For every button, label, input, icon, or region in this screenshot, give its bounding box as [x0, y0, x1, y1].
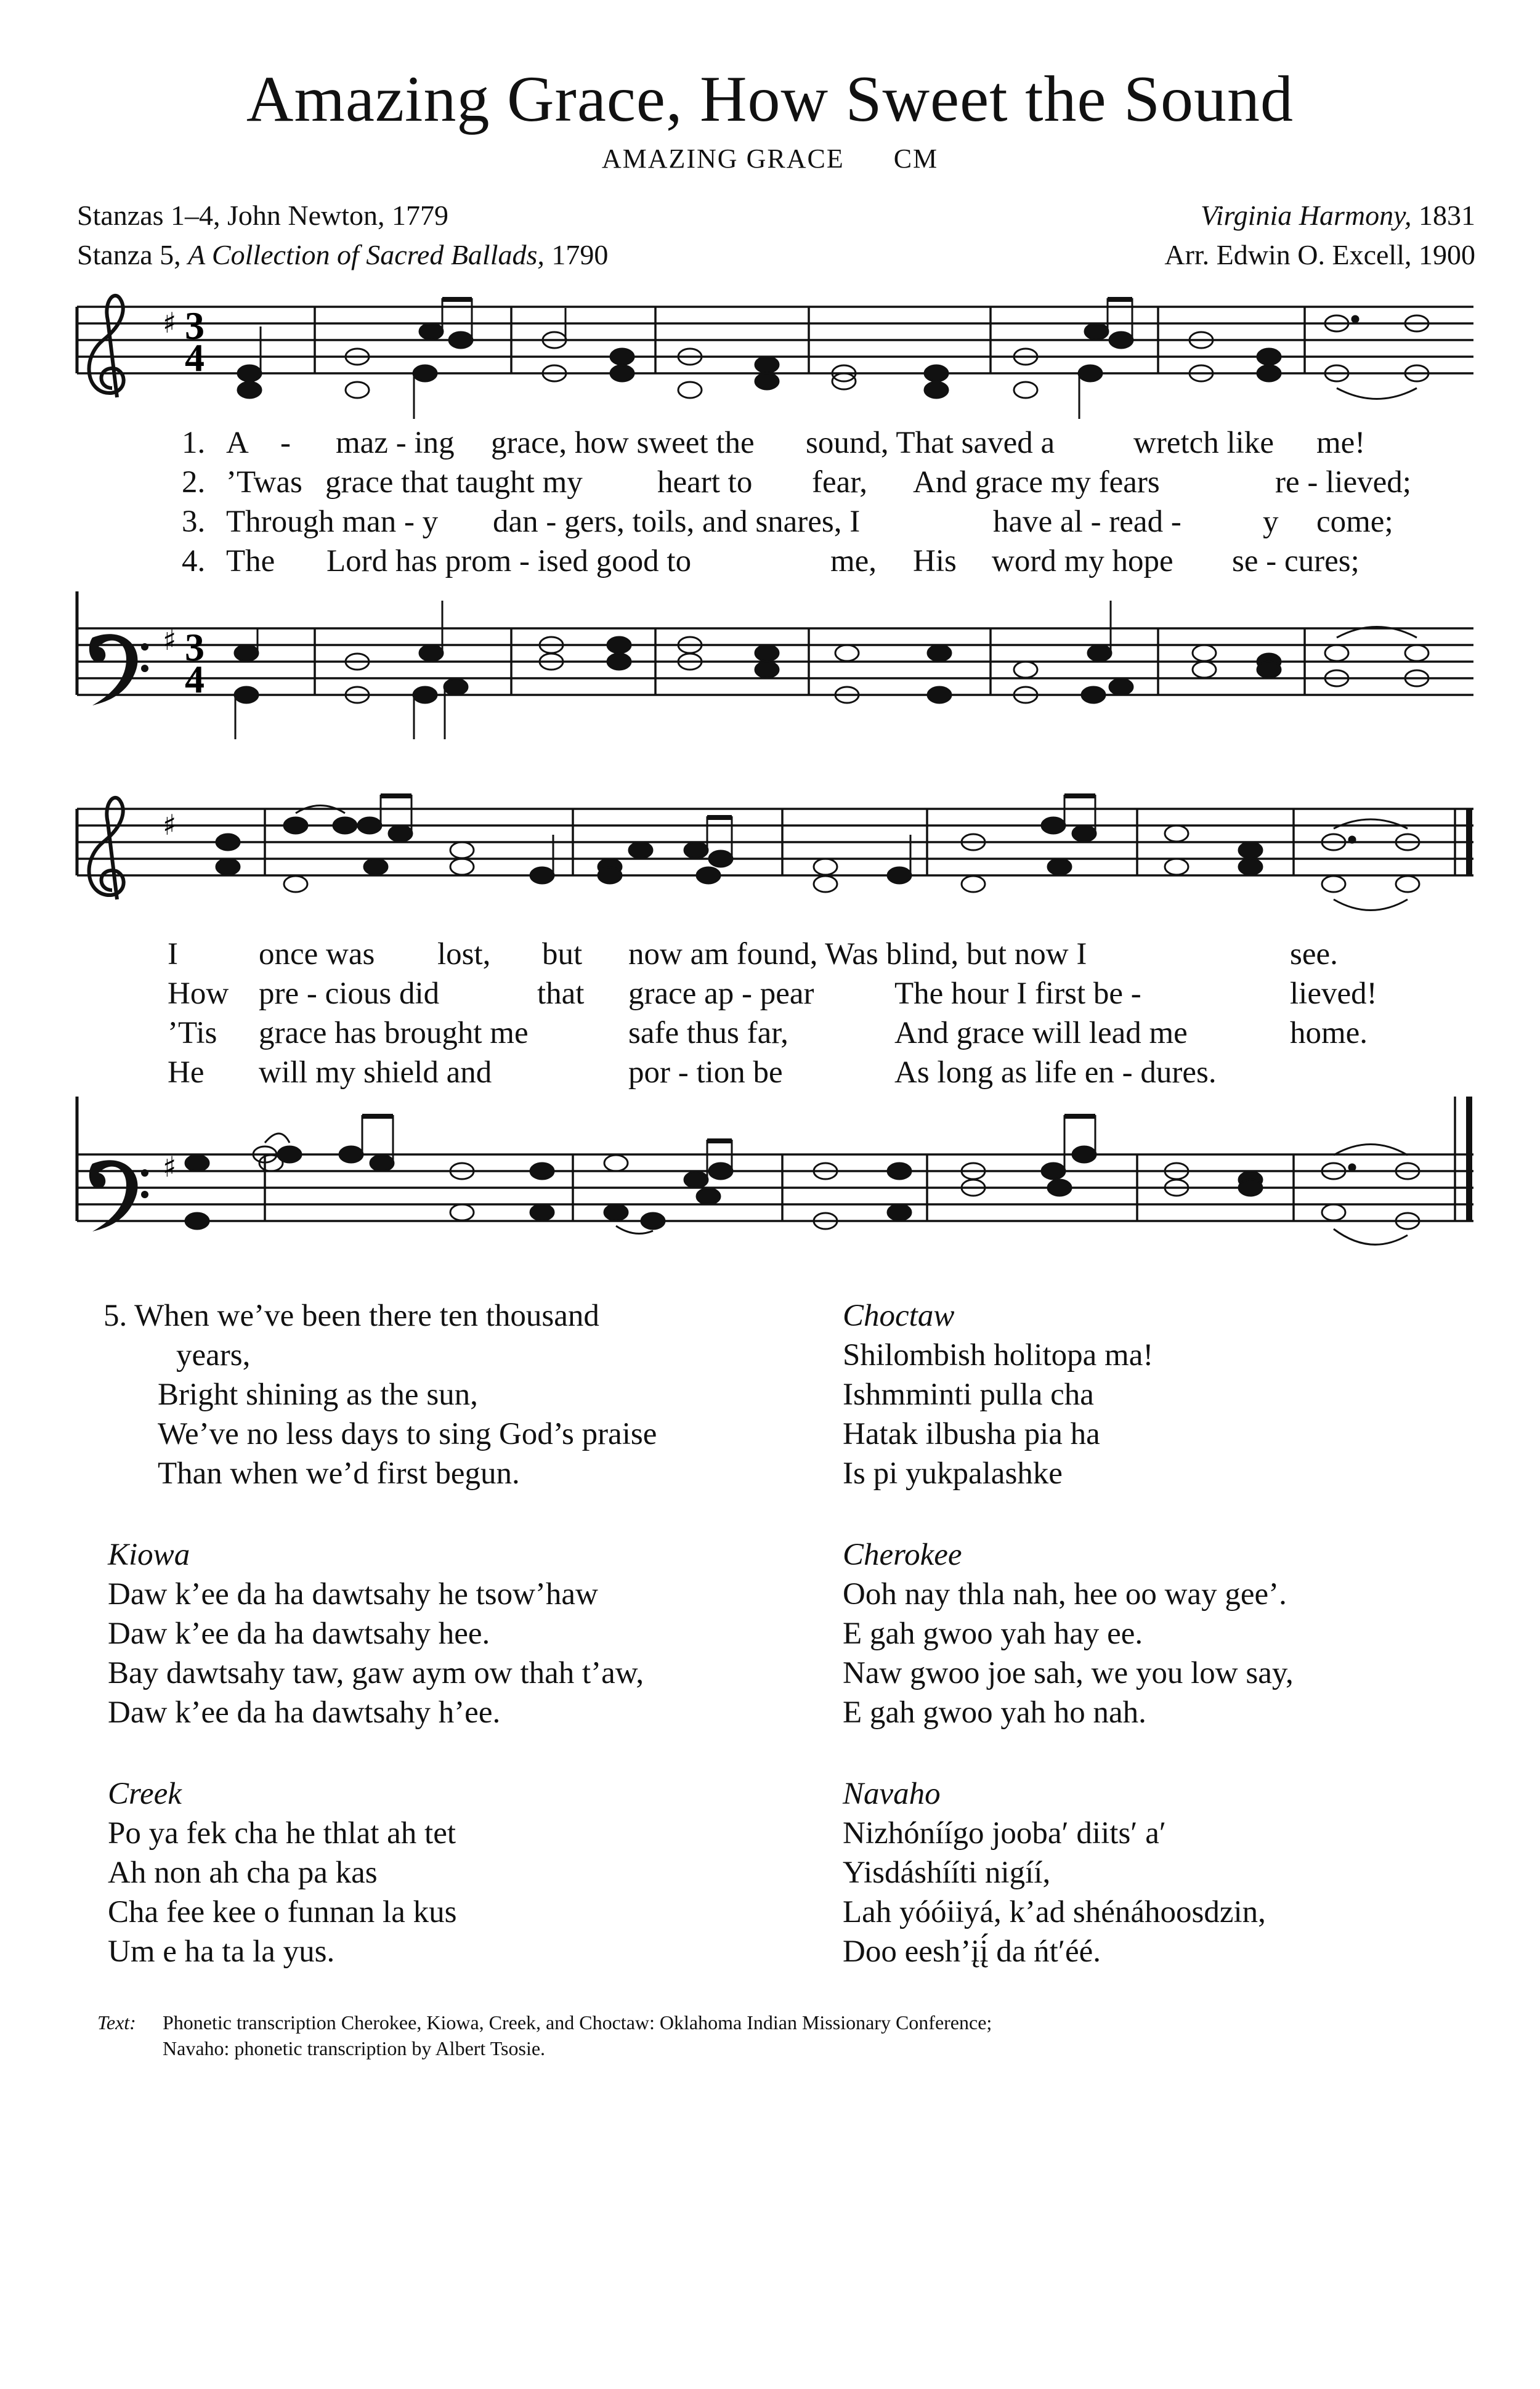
lyric-syllable: me! [1316, 426, 1366, 460]
lyric-syllable: His [913, 544, 957, 578]
text-credit-line2 [77, 235, 608, 275]
svg-text:♯: ♯ [163, 1150, 177, 1183]
lyric-syllable: once was [259, 937, 375, 971]
svg-text:♯: ♯ [163, 623, 177, 657]
translation-language: Kiowa [108, 1538, 190, 1572]
footer-credit [97, 2010, 1483, 2065]
text-credits [77, 196, 608, 275]
translation-language: Creek [108, 1777, 182, 1811]
translation-language: Cherokee [843, 1538, 962, 1572]
translation-line: Doo eesh’įį́ da ńt′éé. [843, 1934, 1101, 1969]
lyric-syllable: maz - ing [336, 426, 455, 460]
text-credit-prefix: Stanza 5, [77, 239, 188, 270]
lyric-syllable: that [537, 976, 585, 1011]
translation-line: E gah gwoo yah hay ee. [843, 1616, 1143, 1651]
lyric-syllable: me, [830, 544, 877, 578]
lyric-syllable: dan - gers, toils, and snares, I [493, 505, 861, 539]
translation-line: Ah non ah cha pa kas [108, 1856, 378, 1890]
svg-text:4: 4 [185, 657, 205, 701]
translation-line: Naw gwoo joe sah, we you low say, [843, 1656, 1294, 1690]
translation-kiowa [108, 1535, 644, 1732]
stanza-line [103, 1296, 657, 1336]
lyric-syllable: now am found, Was blind, but now I [628, 937, 1087, 971]
stanza-line: We’ve no less days to sing God’s praise [158, 1417, 657, 1451]
lyric-syllable: re - lieved; [1275, 465, 1411, 500]
translation-language: Navaho [843, 1777, 941, 1811]
system2-treble-staff [0, 773, 1540, 939]
lyric-syllable: home. [1290, 1016, 1368, 1050]
tune-meter: CM [893, 144, 939, 174]
hymn-title: Amazing Grace, How Sweet the Sound [246, 63, 1294, 135]
music-credit-line2: Arr. Edwin O. Excell, 1900 [1164, 239, 1475, 270]
system2-bass-staff [0, 1097, 1540, 1269]
lyric-syllable: safe thus far, [628, 1016, 788, 1050]
lyric-syllable: grace that taught my [325, 465, 583, 500]
translation-line: Ooh nay thla nah, hee oo way gee’. [843, 1577, 1287, 1612]
translation-line: E gah gwoo yah ho nah. [843, 1695, 1146, 1730]
stanza-5 [103, 1296, 657, 1493]
translation-line: Cha fee kee o funnan la kus [108, 1895, 457, 1929]
text-credit-source: A Collection of Sacred Ballads, [188, 239, 545, 270]
svg-text:3: 3 [185, 625, 205, 669]
music-credits [1164, 196, 1475, 275]
music-credit-source: Virginia Harmony, [1201, 200, 1412, 231]
music-credit-year: 1831 [1411, 200, 1475, 231]
music-credit-line1 [1164, 196, 1475, 235]
lyric-syllable: A [226, 426, 249, 460]
footer-line1: Phonetic transcription Cherokee, Kiowa, Creek, and Choctaw: Oklahoma Indian Missionary Conference; [163, 2011, 992, 2034]
translation-choctaw [843, 1296, 1153, 1493]
verse-number: 3. [182, 505, 206, 539]
lyric-syllable: come; [1316, 505, 1393, 539]
translation-navaho [843, 1774, 1266, 1971]
tune-name-text: AMAZING GRACE [601, 144, 845, 174]
translation-line: Ishmminti pulla cha [843, 1377, 1094, 1412]
lyric-syllable: grace has brought me [259, 1016, 529, 1050]
system1-treble-staff [0, 290, 1540, 431]
lyric-syllable: heart to [657, 465, 753, 500]
lyric-syllable: will my shield and [259, 1055, 492, 1090]
translation-line: Yisdáshííti nigíí, [843, 1856, 1051, 1890]
lyric-syllable: Through man - y [226, 505, 439, 539]
translation-line: Daw k’ee da ha dawtsahy he tsow’haw [108, 1577, 598, 1612]
tune-name [0, 143, 1540, 174]
footer-line2: Navaho: phonetic transcription by Albert Tsosie. [163, 2037, 546, 2059]
translation-line: Nizhóníígo jooba′ diits′ a′ [843, 1816, 1166, 1851]
translation-line: Lah yóóiiyá, k’ad shénáhoosdzin, [843, 1895, 1266, 1929]
lyric-syllable: se - cures; [1232, 544, 1360, 578]
translation-line: Shilombish holitopa ma! [843, 1338, 1154, 1373]
lyric-syllable: He [168, 1055, 205, 1090]
lyric-syllable: pre - cious did [259, 976, 440, 1011]
lyric-syllable: have al - read - [993, 505, 1181, 539]
translation-line: Hatak ilbusha pia ha [843, 1417, 1100, 1451]
text-credit-year: 1790 [544, 239, 609, 270]
translation-line: Bay dawtsahy taw, gaw aym ow thah t’aw, [108, 1656, 644, 1690]
lyric-syllable: Lord has prom - ised good to [326, 544, 692, 578]
lyric-syllable: fear, [812, 465, 867, 500]
lyric-syllable: grace ap - pear [628, 976, 814, 1011]
translation-line: Daw k’ee da ha dawtsahy hee. [108, 1616, 490, 1651]
lyric-syllable: The hour I first be - [894, 976, 1141, 1011]
svg-text:♯: ♯ [163, 306, 177, 339]
stanza-line: Bright shining as the sun, [158, 1377, 478, 1412]
lyric-syllable: ’Tis [168, 1016, 217, 1050]
footer-label: Text: [97, 2011, 136, 2034]
translation-line: Is pi yukpalashke [843, 1456, 1063, 1491]
lyric-syllable: y [1263, 505, 1279, 539]
lyric-syllable: grace, how sweet the [491, 426, 755, 460]
treble-clef-icon [89, 296, 124, 397]
lyric-syllable: sound, That saved a [806, 426, 1055, 460]
lyric-syllable: wretch like [1133, 426, 1274, 460]
lyric-syllable: And grace my fears [913, 465, 1160, 500]
stanza-line: Than when we’d first begun. [158, 1456, 520, 1491]
lyric-syllable: lieved! [1290, 976, 1377, 1011]
lyric-syllable: por - tion be [628, 1055, 783, 1090]
translation-line: Daw k’ee da ha dawtsahy h’ee. [108, 1695, 501, 1730]
svg-text:3: 3 [185, 304, 205, 347]
lyric-syllable: see. [1290, 937, 1338, 971]
lyric-syllable: I [168, 937, 178, 971]
translation-cherokee [843, 1535, 1294, 1732]
translation-language: Choctaw [843, 1299, 955, 1333]
svg-text:4: 4 [185, 336, 205, 379]
lyric-syllable: ’Twas [226, 465, 302, 500]
translation-line: Um e ha ta la yus. [108, 1934, 335, 1969]
verse-number: 4. [182, 544, 206, 578]
stanza-line-text: When we’ve been there ten thousand [134, 1299, 599, 1333]
text-credit-line1: Stanzas 1–4, John Newton, 1779 [77, 200, 449, 231]
lyric-syllable: And grace will lead me [894, 1016, 1188, 1050]
translation-creek [108, 1774, 456, 1971]
stanza-number: 5. [103, 1299, 128, 1333]
translation-line: Po ya fek cha he thlat ah tet [108, 1816, 456, 1851]
lyric-syllable: The [226, 544, 275, 578]
verse-number: 1. [182, 426, 206, 460]
stanza-line: years, [176, 1338, 251, 1373]
system1-bass-staff [0, 591, 1540, 752]
lyric-syllable: lost, [437, 937, 491, 971]
lyric-syllable: As long as life en - dures. [894, 1055, 1217, 1090]
verse-number: 2. [182, 465, 206, 500]
lyric-syllable: - [280, 426, 291, 460]
svg-text:♯: ♯ [163, 808, 177, 842]
lyric-syllable: word my hope [992, 544, 1173, 578]
lyric-syllable: How [168, 976, 229, 1011]
lyric-syllable: but [542, 937, 583, 971]
